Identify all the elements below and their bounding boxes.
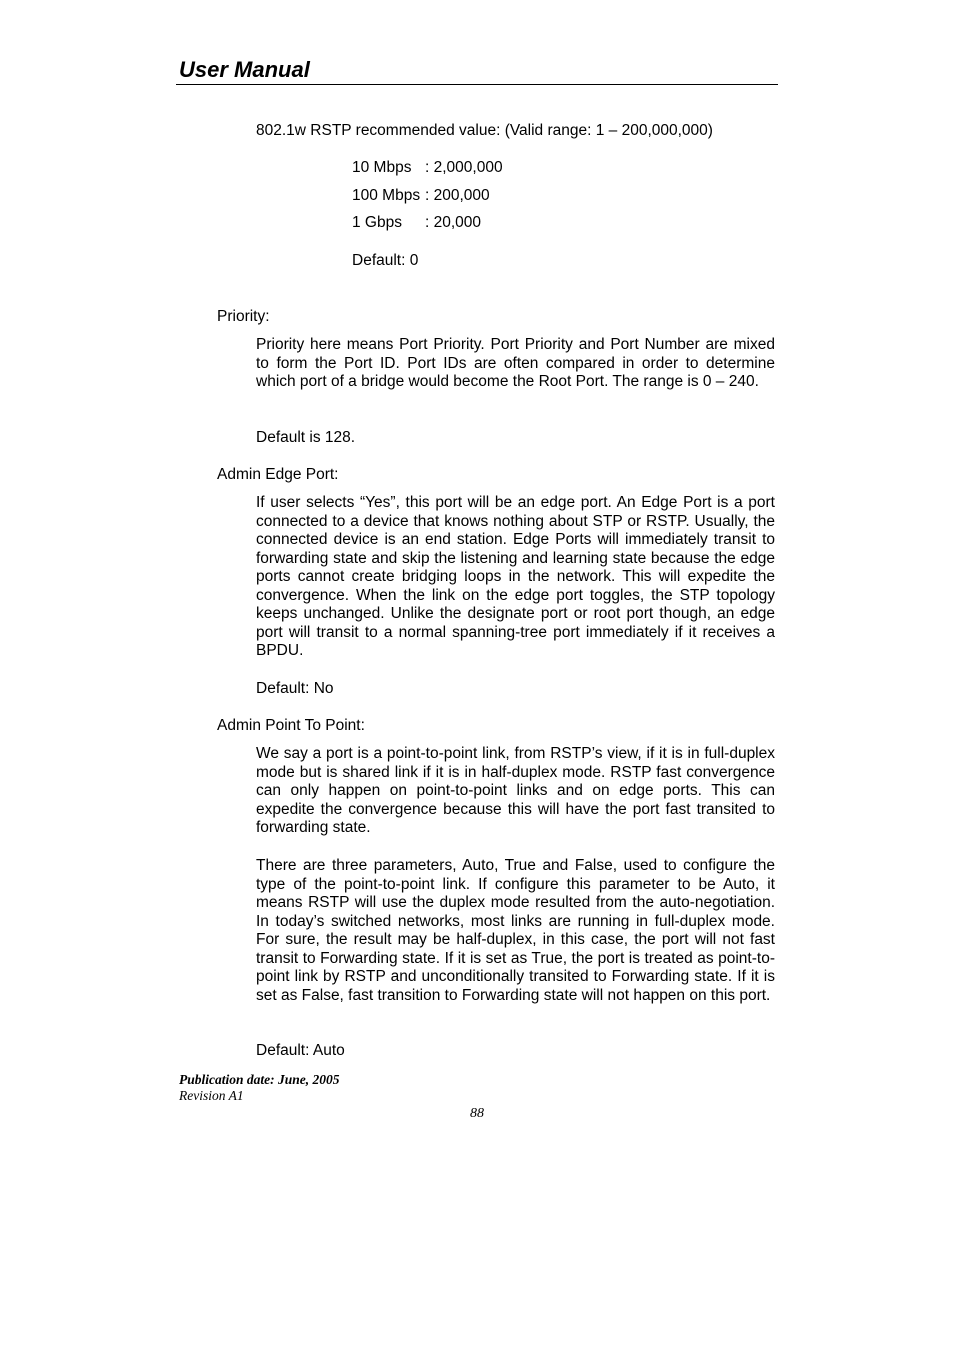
rate-value-10mbps: : 2,000,000 xyxy=(425,159,503,176)
point-to-point-heading: Admin Point To Point: xyxy=(217,717,365,734)
rate-value-1gbps: : 20,000 xyxy=(425,214,482,231)
cost-default: Default: 0 xyxy=(352,252,419,269)
point-to-point-parameters: There are three parameters, Auto, True and False, used to configure the type of the point-to-point link. If configure this parameter to be Auto, it means RSTP will use the duplex mode resulted from the auto-negotiation. In today’s switched networks, most links are running in full-duplex mode. For sure, the result may be half-duplex, in this case, the port will not fast transit to Forwarding state. If it is set as True, the port is treated as point-to-point link by RSTP and unconditionally transited to Forwarding state. If it is set as False, fast transition to Forwarding state will not happen on this port. xyxy=(256,857,775,1004)
point-to-point-default: Default: Auto xyxy=(256,1042,345,1059)
header-divider xyxy=(176,84,778,85)
rate-label-1gbps: 1 Gbps xyxy=(352,214,402,231)
rate-label-100mbps: 100 Mbps xyxy=(352,187,421,204)
page-header-title: User Manual xyxy=(179,57,310,82)
edge-port-default: Default: No xyxy=(256,680,334,697)
page-number: 88 xyxy=(470,1106,484,1121)
rate-label-10mbps: 10 Mbps xyxy=(352,159,412,176)
edge-port-heading: Admin Edge Port: xyxy=(217,466,339,483)
priority-default: Default is 128. xyxy=(256,429,356,446)
priority-description: Priority here means Port Priority. Port Priority and Port Number are mixed to form the Port ID. Port IDs are often compared in order to determine which port of a bridge would become the Root Port. The range is 0 – 240. xyxy=(256,336,775,390)
publication-date: Publication date: June, 2005 xyxy=(179,1072,340,1087)
recommended-value-intro: 802.1w RSTP recommended value: (Valid range: 1 – 200,000,000) xyxy=(256,122,713,139)
point-to-point-description: We say a port is a point-to-point link, from RSTP’s view, if it is in full-duplex mode but is shared link if it is in half-duplex mode. RSTP fast convergence can only happen on point-to-point links and on edge ports. This can expedite the convergence because this will have the port fast transited to forwarding state. xyxy=(256,745,775,836)
revision: Revision A1 xyxy=(179,1088,244,1103)
rate-value-100mbps: : 200,000 xyxy=(425,187,490,204)
edge-port-description: If user selects “Yes”, this port will be an edge port. An Edge Port is a port connected to a device that knows nothing about STP or RSTP. Usually, the connected device is an end station. Edge Ports will immediately transit to forwarding state and skip the listening and learning state because the edge ports cannot create bridging loops in the network. This will expedite the convergence. When the link on the edge port toggles, the STP topology keeps unchanged. Unlike the designate port or root port though, an edge port will transit to a normal spanning-tree port immediately if it receives a BPDU. xyxy=(256,494,775,659)
priority-heading: Priority: xyxy=(217,308,270,325)
